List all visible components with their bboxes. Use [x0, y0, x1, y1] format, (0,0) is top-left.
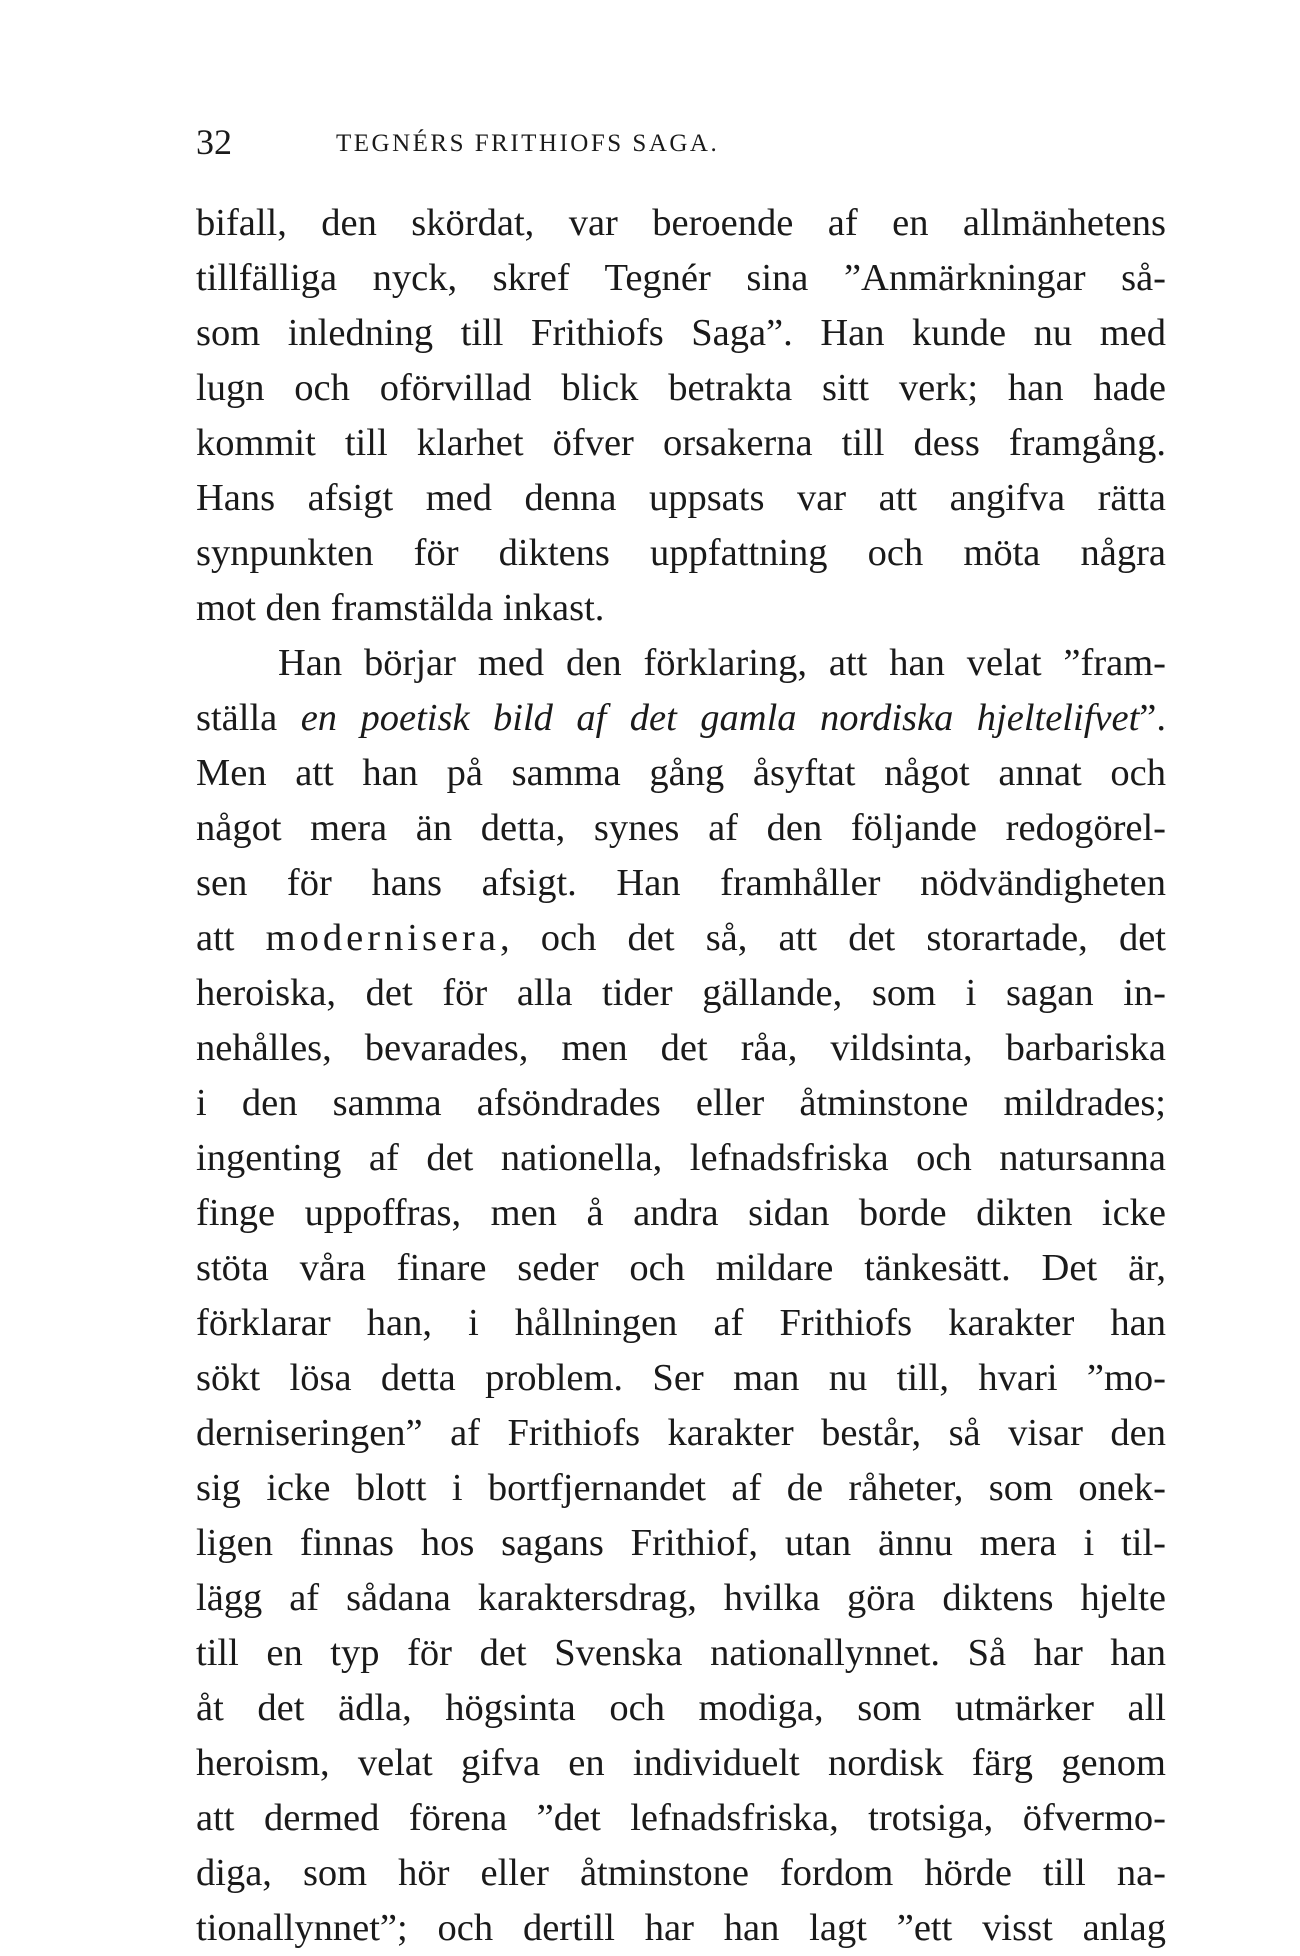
- line-segment: ställa: [196, 697, 301, 739]
- text-line: att dermed förena ”det lefnadsfriska, trotsiga, öfvermo-: [196, 1797, 1166, 1839]
- text-line: stöta våra finare seder och mildare tänkesätt. Det är,: [196, 1247, 1166, 1289]
- paragraph-start-line: Han börjar med den förklaring, att han velat ”fram-: [278, 642, 1166, 684]
- text-line: finge uppoffras, men å andra sidan borde dikten icke: [196, 1192, 1166, 1234]
- running-title: TEGNÉRS FRITHIOFS SAGA.: [336, 130, 720, 157]
- text-line: sökt lösa detta problem. Ser man nu till, hvari ”mo-: [196, 1357, 1166, 1399]
- page-number: 32: [196, 122, 232, 162]
- body-text: [196, 196, 1166, 1956]
- text-line: sig icke blott i bortfjernandet af de råheter, som onek-: [196, 1467, 1166, 1509]
- text-line: ligen finnas hos sagans Frithiof, utan ännu mera i til-: [196, 1522, 1166, 1564]
- text-line: heroism, velat gifva en individuelt nordisk färg genom: [196, 1742, 1166, 1784]
- text-line: derniseringen” af Frithiofs karakter består, så visar den: [196, 1412, 1166, 1454]
- text-line: tionallynnet”; och dertill har han lagt ”ett visst anlag: [196, 1907, 1166, 1949]
- text-line: nehålles, bevarades, men det råa, vildsinta, barbariska: [196, 1027, 1166, 1069]
- paragraph-end-line: mot den framstälda inkast.: [196, 587, 605, 629]
- text-line: ingenting af det nationella, lefnadsfriska och natursanna: [196, 1137, 1166, 1179]
- text-line: tillfälliga nyck, skref Tegnér sina ”Anmärkningar så-: [196, 257, 1166, 299]
- text-line: till en typ för det Svenska nationallynnet. Så har han: [196, 1632, 1166, 1674]
- text-line: heroiska, det för alla tider gällande, som i sagan in-: [196, 972, 1166, 1014]
- text-line: lägg af sådana karaktersdrag, hvilka göra diktens hjelte: [196, 1577, 1166, 1619]
- text-line: kommit till klarhet öfver orsakerna till dess framgång.: [196, 422, 1166, 464]
- line-segment: , och det så, att det storartade, det: [499, 917, 1167, 959]
- text-line: [196, 691, 1166, 746]
- line-segment: ”.: [1139, 697, 1166, 739]
- text-line: förklarar han, i hållningen af Frithiofs karakter han: [196, 1302, 1166, 1344]
- text-line: [196, 911, 1166, 966]
- text-line: i den samma afsöndrades eller åtminstone mildrades;: [196, 1082, 1166, 1124]
- text-line: bifall, den skördat, var beroende af en allmänhetens: [196, 202, 1166, 244]
- text-line: synpunkten för diktens uppfattning och möta några: [196, 532, 1166, 574]
- italic-quotation: en poetisk bild af det gamla nordiska hjeltelifvet: [300, 697, 1140, 739]
- text-line: Hans afsigt med denna uppsats var att angifva rätta: [196, 477, 1166, 519]
- text-line: lugn och oförvillad blick betrakta sitt verk; han hade: [196, 367, 1166, 409]
- text-line: diga, som hör eller åtminstone fordom hörde till na-: [196, 1852, 1166, 1894]
- text-line: åt det ädla, högsinta och modiga, som utmärker all: [196, 1687, 1166, 1729]
- text-line: något mera än detta, synes af den följande redogörel-: [196, 807, 1166, 849]
- line-segment: att: [196, 917, 266, 959]
- text-line: som inledning till Frithiofs Saga”. Han kunde nu med: [196, 312, 1166, 354]
- spaced-emphasis: modernisera: [265, 917, 500, 959]
- text-line: sen för hans afsigt. Han framhåller nödvändigheten: [196, 862, 1166, 904]
- running-head: [196, 120, 1156, 164]
- text-line: Men att han på samma gång åsyftat något annat och: [196, 752, 1166, 794]
